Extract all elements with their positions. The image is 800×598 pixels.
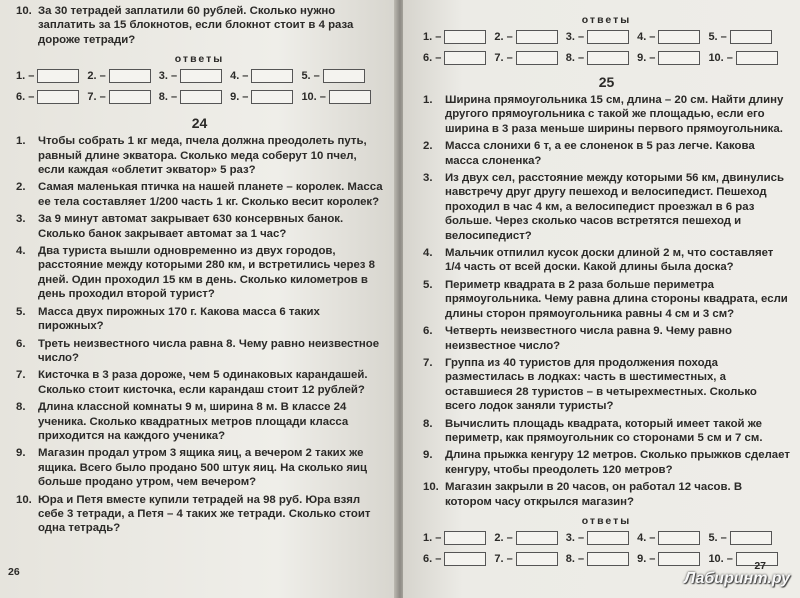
answer-cell [301, 90, 370, 104]
problem-item [423, 480, 790, 509]
problem-item [423, 448, 790, 477]
left-column [16, 0, 383, 539]
answer-label: 4. – [637, 31, 656, 43]
answers-row-1 [16, 68, 383, 84]
answer-cell [566, 30, 629, 44]
answer-cell [230, 90, 293, 104]
answer-label: 1. – [423, 31, 442, 43]
problem-item [16, 368, 383, 397]
answer-box[interactable] [730, 30, 772, 44]
problem-number: 1. [423, 94, 433, 106]
problem-number: 1. [16, 135, 26, 148]
answer-box[interactable] [444, 531, 486, 545]
answer-cell [230, 69, 293, 83]
answer-label: 6. – [423, 552, 442, 565]
answer-label: 10. – [708, 52, 733, 64]
page-number-left: 26 [8, 566, 20, 578]
problem-item [16, 400, 383, 443]
answer-label: 5. – [301, 70, 320, 83]
answer-label: 2. – [87, 70, 106, 83]
problem-text: Ширина прямоугольника 15 см, длина – 20 см. Найти длину другого прямоугольника с такой же площадью, если его ширина в 3 раза меньше ширины первого прямоугольника. [445, 94, 784, 135]
problem-item [423, 356, 790, 414]
answer-label: 3. – [158, 70, 178, 83]
problem-number: 3. [16, 213, 26, 226]
answer-box[interactable] [444, 552, 486, 566]
answers-row-1 [423, 530, 790, 546]
problem-number: 8. [423, 417, 433, 430]
answer-cell [16, 69, 79, 83]
problem-text: Самая маленькая птичка на нашей планете – королек. Масса ее тела составляет 1/200 часть 1 кг. Сколько весит королек? [38, 181, 383, 208]
problem-item [423, 246, 790, 275]
problem-text: Два туриста вышли одновременно из двух городов, расстояние между которыми 280 км, и встретились через 8 дней. Один проходил 15 км в день. Сколько километров в день проходил второй турист? [38, 245, 375, 301]
problem-item [16, 305, 383, 334]
problem-text: Кисточка в 3 раза дороже, чем 5 одинаковых карандашей. Сколько стоит кисточка, если карандаш стоит 12 рублей? [38, 369, 368, 396]
answer-box[interactable] [37, 69, 79, 83]
answer-label: 8. – [565, 552, 585, 565]
problem-number: 4. [16, 245, 26, 258]
answer-box[interactable] [516, 552, 558, 566]
answer-cell [87, 90, 150, 104]
answer-label: 9. – [230, 91, 249, 104]
answer-box[interactable] [658, 30, 700, 44]
problem-number: 10. [423, 481, 439, 494]
answer-label: 6. – [16, 91, 35, 104]
answer-label: 3. – [565, 31, 585, 43]
answer-label: 7. – [494, 52, 513, 64]
problem-text: Треть неизвестного числа равна 8. Чему равно неизвестное число? [38, 337, 380, 364]
problem-text: Длина классной комнаты 9 м, ширина 8 м. В классе 24 ученика. Сколько квадратных метров площади класса приходится на каждого ученика? [38, 401, 349, 442]
answer-box[interactable] [587, 51, 629, 65]
answer-cell [566, 531, 629, 545]
problem-number: 5. [16, 305, 26, 318]
answer-cell [16, 90, 79, 104]
answer-label: 7. – [87, 91, 106, 104]
answer-box[interactable] [587, 30, 629, 44]
problem-list-25 [423, 93, 790, 509]
answer-box[interactable] [730, 531, 772, 545]
answer-cell [423, 30, 486, 44]
watermark-logo: Лабиринт.ру [684, 570, 790, 587]
answers-row-1 [423, 29, 790, 45]
page-number-right: 27 [754, 560, 766, 572]
problem-item [423, 93, 790, 136]
problem-number: 2. [16, 181, 26, 194]
section-title-24: 24 [191, 115, 208, 132]
problem-number: 4. [423, 247, 433, 260]
answer-box[interactable] [658, 552, 700, 566]
problem-number: 5. [423, 278, 433, 291]
answer-cell [637, 531, 700, 545]
answer-label: 5. – [708, 531, 727, 544]
answer-label: 4. – [230, 70, 249, 83]
problem-number: 7. [423, 356, 433, 369]
answer-cell [494, 552, 557, 566]
problem-number: 9. [423, 449, 433, 462]
answer-box[interactable] [658, 51, 700, 65]
problem-number: 10. [16, 493, 32, 506]
answer-label: 1. – [423, 531, 442, 544]
answers-title-bottom: ответы [581, 514, 632, 527]
problem-text: Мальчик отпилил кусок доски длиной 2 м, что составляет 1/4 часть от всей доски. Какой длины была доска? [445, 247, 774, 274]
answer-box[interactable] [180, 90, 222, 104]
problem-23-10 [16, 4, 383, 47]
answer-label: 9. – [637, 52, 656, 64]
answer-cell [637, 51, 700, 65]
answer-label: 2. – [494, 531, 513, 544]
left-page [0, 0, 397, 598]
section-title-25: 25 [598, 74, 615, 90]
right-page [403, 0, 800, 598]
answer-cell [708, 30, 771, 44]
answer-cell [494, 531, 557, 545]
answer-label: 7. – [494, 552, 513, 565]
answer-box[interactable] [109, 69, 151, 83]
answer-box[interactable] [444, 51, 486, 65]
problem-item [16, 337, 383, 366]
problem-text: Масса двух пирожных 170 г. Какова масса 6 таких пирожных? [38, 305, 320, 333]
answers-row-2 [423, 551, 790, 567]
answer-cell [159, 69, 222, 83]
answer-cell [708, 552, 777, 566]
answer-label: 8. – [158, 91, 178, 104]
answer-box[interactable] [251, 69, 293, 83]
problem-text: Масса слонихи 6 т, а ее слоненок в 5 раз легче. Какова масса слоненка? [445, 140, 755, 167]
problem-item [423, 139, 790, 168]
answer-label: 6. – [423, 52, 442, 64]
answer-cell [494, 30, 557, 44]
problem-item [16, 244, 383, 302]
answer-box[interactable] [736, 51, 778, 65]
answer-box[interactable] [329, 90, 371, 104]
problem-text: Периметр квадрата в 2 раза больше периметра прямоугольника. Чему равна длина стороны квадрата, если длины сторон прямоугольника равны 4 см и 3 см? [445, 278, 788, 320]
answer-cell [494, 51, 557, 65]
answer-label: 9. – [637, 552, 656, 565]
problem-item [16, 134, 383, 177]
problem-text: Чтобы собрать 1 кг меда, пчела должна преодолеть путь, равный длине экватора. Сколько меда соберут 10 пчел, если каждая «облетит экватор» 5 раз? [38, 135, 367, 177]
problem-number: 2. [423, 140, 433, 153]
problem-text: Группа из 40 туристов для продолжения похода разместилась в лодках: часть в шестиместных, а оставшиеся 28 туристов – в четырехместных. Сколько всего лодок заняли туристы? [445, 356, 757, 413]
answer-cell [423, 552, 486, 566]
answer-label: 10. – [708, 552, 733, 565]
answer-box[interactable] [587, 531, 629, 545]
answers-row-2 [423, 50, 790, 66]
problem-text: Вычислить площадь квадрата, который имеет такой же периметр, как прямоугольник со сторонами 5 см и 7 см. [445, 417, 763, 444]
answer-box[interactable] [516, 51, 558, 65]
problem-text: За 9 минут автомат закрывает 630 консервных банок. Сколько банок закрывает автомат за 1 час? [38, 213, 344, 240]
problem-number: 9. [16, 447, 26, 460]
answer-label: 1. – [16, 70, 35, 83]
answer-cell [423, 531, 486, 545]
answer-cell [566, 552, 629, 566]
answer-cell [159, 90, 222, 104]
problem-item [16, 212, 383, 241]
answer-cell [637, 30, 700, 44]
answer-box[interactable] [180, 69, 222, 83]
problem-number: 3. [423, 172, 433, 185]
answer-label: 8. – [565, 52, 585, 64]
problem-item [16, 446, 383, 489]
answer-box[interactable] [251, 90, 293, 104]
answer-label: 3. – [565, 531, 585, 544]
problem-text: Из двух сел, расстояние между которыми 56 км, двинулись навстречу друг другу пешеход и велосипедист. Пешеход проходил в час 4 км, а велосипедист проезжал в 6 раз больше. Через сколько часов встретятся пешеход и велосипедист? [445, 172, 785, 242]
answer-cell [566, 51, 629, 65]
answers-title: ответы [174, 53, 225, 66]
answer-cell [87, 69, 150, 83]
problem-number: 6. [423, 325, 433, 338]
problem-text: Юра и Петя вместе купили тетрадей на 98 руб. Юра взял себе 3 тетради, а Петя – 4 таких же тетради. Сколько стоит одна тетрадь? [38, 493, 371, 535]
problem-number: 6. [16, 337, 26, 350]
answer-box[interactable] [323, 69, 365, 83]
problem-item [423, 417, 790, 446]
problem-text: Магазин продал утром 3 ящика яиц, а вечером 2 таких же ящика. Всего было продано 500 штук яиц. На сколько яиц больше продано утром, чем вечером? [38, 447, 367, 489]
answer-box[interactable] [587, 552, 629, 566]
problem-text: Магазин закрыли в 20 часов, он работал 12 часов. В котором часу открылся магазин? [445, 481, 743, 508]
answer-label: 2. – [494, 31, 513, 43]
problem-text: Четверть неизвестного числа равна 9. Чему равно неизвестное число? [445, 325, 733, 352]
problem-text: За 30 тетрадей заплатили 60 рублей. Сколько нужно заплатить за 15 блокнотов, если блокнот стоит в 4 раза дороже тетради? [38, 5, 354, 46]
answer-cell [708, 51, 777, 65]
problem-number: 7. [16, 369, 26, 382]
answer-cell [708, 531, 771, 545]
answer-box[interactable] [37, 90, 79, 104]
problem-item [16, 493, 383, 536]
problem-text: Длина прыжка кенгуру 12 метров. Сколько прыжков сделает кенгуру, чтобы преодолеть 120 метров? [445, 449, 790, 476]
answer-box[interactable] [658, 531, 700, 545]
problem-item [423, 278, 790, 321]
answer-label: 10. – [301, 91, 326, 104]
answers-row-2 [16, 89, 383, 105]
problem-item [423, 324, 790, 353]
problem-item [16, 180, 383, 209]
problem-number: 8. [16, 401, 26, 414]
right-column [423, 0, 790, 572]
answer-cell [423, 51, 486, 65]
problem-item [423, 171, 790, 243]
answer-box[interactable] [516, 531, 558, 545]
answer-box[interactable] [516, 30, 558, 44]
answer-cell [301, 69, 364, 83]
answer-box[interactable] [109, 90, 151, 104]
answer-cell [637, 552, 700, 566]
answer-label: 4. – [637, 531, 656, 544]
answer-label: 5. – [708, 31, 727, 43]
answer-box[interactable] [444, 30, 486, 44]
problem-list-24 [16, 134, 383, 536]
problem-number: 10. [16, 5, 32, 17]
answers-title-top: ответы [581, 14, 632, 26]
